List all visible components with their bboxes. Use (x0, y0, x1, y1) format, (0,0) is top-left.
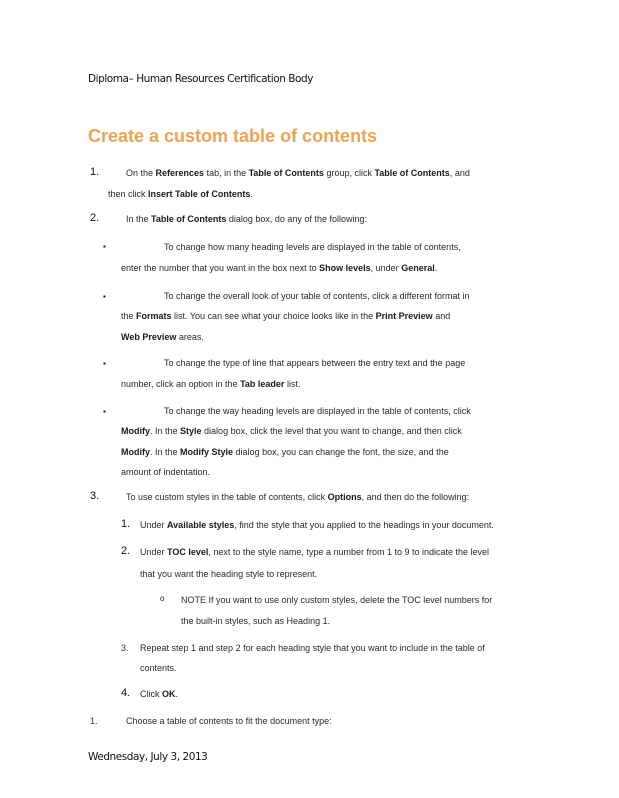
step-3-line-1: To use custom styles in the table of contents, click Options, and then do the following: (126, 492, 470, 502)
bullet-4-line-3: Modify. In the Modify Style dialog box, you can change the font, the size, and the (121, 447, 449, 457)
substep-3-line-2: contents. (140, 663, 177, 673)
bullet-2-line-3: Web Preview areas. (121, 332, 204, 342)
footer-date: Wednesday, July 3, 2013 (88, 751, 208, 763)
step-4-line-1: Choose a table of contents to fit the document type: (126, 716, 332, 726)
note-line-1: NOTE If you want to use only custom styles, delete the TOC level numbers for (181, 595, 493, 605)
bullet-4-line-2: Modify. In the Style dialog box, click the level that you want to change, and then click (121, 426, 462, 436)
substep-1-line-1: Under Available styles, find the style that you applied to the headings in your document. (140, 520, 494, 530)
step-number: 1. (90, 166, 100, 178)
step-1-line-2: then click Insert Table of Contents. (108, 189, 253, 199)
circle-bullet-icon: o (160, 594, 165, 603)
note-line-2: the built-in styles, such as Heading 1. (181, 616, 331, 626)
substep-number: 3. (121, 643, 129, 653)
page-title: Create a custom table of contents (88, 126, 378, 146)
step-number: 1. (90, 716, 98, 726)
step-number: 2. (90, 212, 100, 224)
substep-4-line-1: Click OK. (140, 689, 179, 699)
bullet-3-line-2: number, click an option in the Tab leader list. (121, 379, 301, 389)
bullet-2-line-2: the Formats list. You can see what your choice looks like in the Print Preview and (121, 311, 451, 321)
substep-3-line-1: Repeat step 1 and step 2 for each heading style that you want to include in the table of (140, 643, 485, 653)
bullet-2-line-1: To change the overall look of your table of contents, click a different format in (164, 291, 470, 301)
running-header: Diploma– Human Resources Certification Body (88, 73, 313, 85)
bullet-marker: ▪ (103, 407, 106, 416)
bullet-marker: ▪ (103, 292, 106, 301)
substep-number: 2. (121, 545, 131, 557)
bullet-4-line-1: To change the way heading levels are displayed in the table of contents, click (164, 406, 471, 416)
step-number: 3. (90, 490, 100, 502)
substep-number: 1. (121, 518, 131, 530)
step-1-line-1: On the References tab, in the Table of Contents group, click Table of Contents, and (126, 168, 470, 178)
bullet-4-line-4: amount of indentation. (121, 467, 211, 477)
bullet-marker: ▪ (103, 242, 106, 251)
substep-number: 4. (121, 687, 131, 699)
substep-2-line-1: Under TOC level, next to the style name, type a number from 1 to 9 to indicate the level (140, 547, 490, 557)
substep-2-line-2: that you want the heading style to represent. (140, 569, 318, 579)
bullet-1-line-2: enter the number that you want in the box next to Show levels, under General. (121, 263, 438, 273)
bullet-marker: ▪ (103, 359, 106, 368)
step-2-line-1: In the Table of Contents dialog box, do any of the following: (126, 214, 367, 224)
bullet-3-line-1: To change the type of line that appears between the entry text and the page (164, 358, 466, 368)
bullet-1-line-1: To change how many heading levels are displayed in the table of contents, (164, 242, 461, 252)
